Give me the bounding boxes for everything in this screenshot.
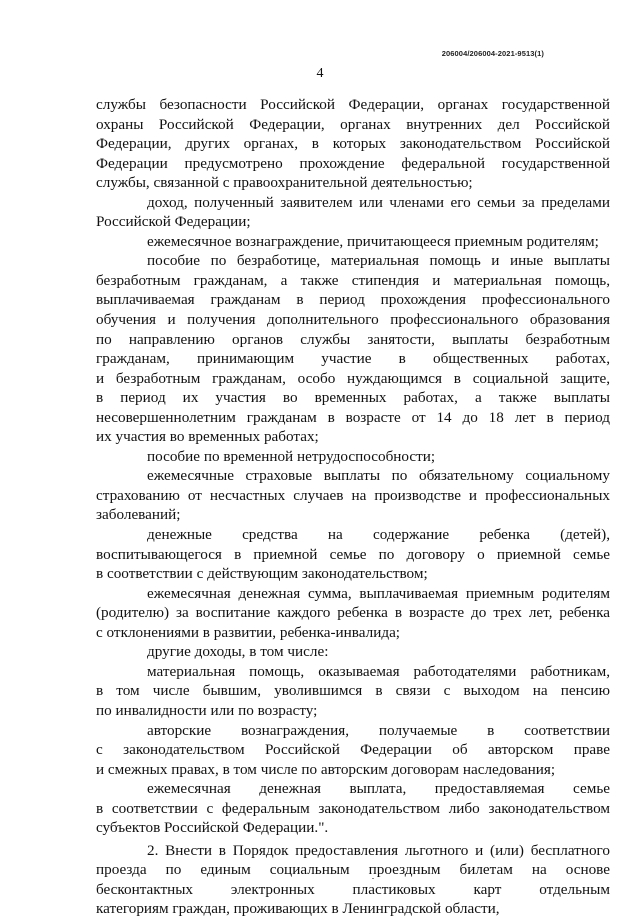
paragraph (96, 841, 610, 919)
paragraph-line: заболеваний; (96, 506, 181, 524)
paragraph (96, 251, 610, 446)
paragraph-line: авторские вознаграждения, получаемые в соответствии (147, 721, 610, 739)
paragraph (96, 525, 610, 584)
document-body (96, 95, 610, 919)
paragraph (96, 95, 610, 193)
paragraph-line: ежемесячная денежная выплата, предоставляемая семье (147, 780, 610, 798)
paragraph (96, 662, 610, 721)
paragraph-line: и безработным гражданам, особо нуждающимся в социальной защите, (96, 369, 610, 387)
paragraph-line: воспитывающегося в приемной семье по договору о приемной семье (96, 545, 610, 563)
paragraph-line: 2. Внести в Порядок предоставления льготного и (или) бесплатного (147, 841, 610, 859)
paragraph-line: охраны Российской Федерации, органах внутренних дел Российской (96, 115, 610, 133)
paragraph (96, 193, 610, 232)
paragraph-line: доход, полученный заявителем или членами его семьи за пределами (147, 193, 610, 211)
paragraph-line: безработным гражданам, а также стипендия и материальная помощь, (96, 271, 610, 289)
paragraph-line: Федерации предусмотрено прохождение федеральной государственной (96, 154, 610, 172)
paragraph-line: категориям граждан, проживающих в Ленинградской области, (96, 900, 500, 918)
paragraph-line: (родителю) за воспитание каждого ребенка в возрасте до трех лет, ребенка (96, 604, 610, 622)
paragraph-line: субъектов Российской Федерации.". (96, 819, 329, 837)
paragraph-line: в соответствии с действующим законодательством; (96, 565, 428, 583)
paragraph (96, 466, 610, 525)
paragraph (96, 642, 610, 662)
paragraph-line: пособие по временной нетрудоспособности; (147, 447, 436, 465)
document-code: 206004/206004-2021-9513(1) (441, 49, 544, 58)
paragraph-line: выплачиваемая гражданам в период прохождения профессионального (96, 291, 610, 309)
paragraph-line: по инвалидности или по возрасту; (96, 701, 318, 719)
paragraph-line: страхованию от несчастных случаев на производстве и профессиональных (96, 486, 610, 504)
paragraph-line: их участия во временных работах; (96, 428, 319, 446)
paragraph-line: Федерации, других органах, в которых законодательством Российской (96, 135, 610, 153)
page-number: 4 (316, 66, 324, 81)
scan-speck (372, 878, 374, 879)
paragraph-line: несовершеннолетним гражданам в возрасте от 14 до 18 лет в период (96, 408, 610, 426)
paragraph (96, 584, 610, 643)
paragraph-line: в период их участия во временных работах, а также выплаты (96, 389, 610, 407)
paragraph-line: в соответствии с федеральным законодательством либо законодательством (96, 799, 610, 817)
paragraph-line: проезда по единым социальным проездным билетам на основе (96, 861, 610, 879)
paragraph (96, 721, 610, 780)
paragraph-line: денежные средства на содержание ребенка (детей), (147, 526, 610, 544)
paragraph-line: с законодательством Российской Федерации об авторском праве (96, 741, 610, 759)
paragraph-line: по направлению органов службы занятости, выплаты безработным (96, 330, 610, 348)
paragraph-line: с отклонениями в развитии, ребенка-инвалида; (96, 623, 401, 641)
paragraph-line: ежемесячные страховые выплаты по обязательному социальному (147, 467, 610, 485)
paragraph-line: службы, связанной с правоохранительной деятельностью; (96, 174, 473, 192)
paragraph (96, 779, 610, 838)
paragraph-line: в том числе бывшим, уволившимся в связи с выходом на пенсию (96, 682, 610, 700)
paragraph-line: пособие по безработице, материальная помощь и иные выплаты (147, 252, 610, 270)
paragraph-line: материальная помощь, оказываемая работодателями работникам, (147, 662, 610, 680)
paragraph (96, 232, 610, 252)
paragraph-line: ежемесячное вознаграждение, причитающееся приемным родителям; (147, 232, 599, 250)
paragraph-line: и смежных правах, в том числе по авторским договорам наследования; (96, 760, 556, 778)
paragraph-line: Российской Федерации; (96, 213, 251, 231)
paragraph-line: службы безопасности Российской Федерации, органах государственной (96, 96, 610, 113)
paragraph-line: обучения и получения дополнительного профессионального образования (96, 311, 610, 329)
paragraph (96, 447, 610, 467)
paragraph-line: другие доходы, в том числе: (147, 643, 329, 661)
paragraph-line: гражданам, принимающим участие в общественных работах, (96, 350, 610, 368)
paragraph-line: ежемесячная денежная сумма, выплачиваемая приемным родителям (147, 584, 610, 602)
paragraph-line: бесконтактных электронных пластиковых карт отдельным (96, 880, 610, 898)
